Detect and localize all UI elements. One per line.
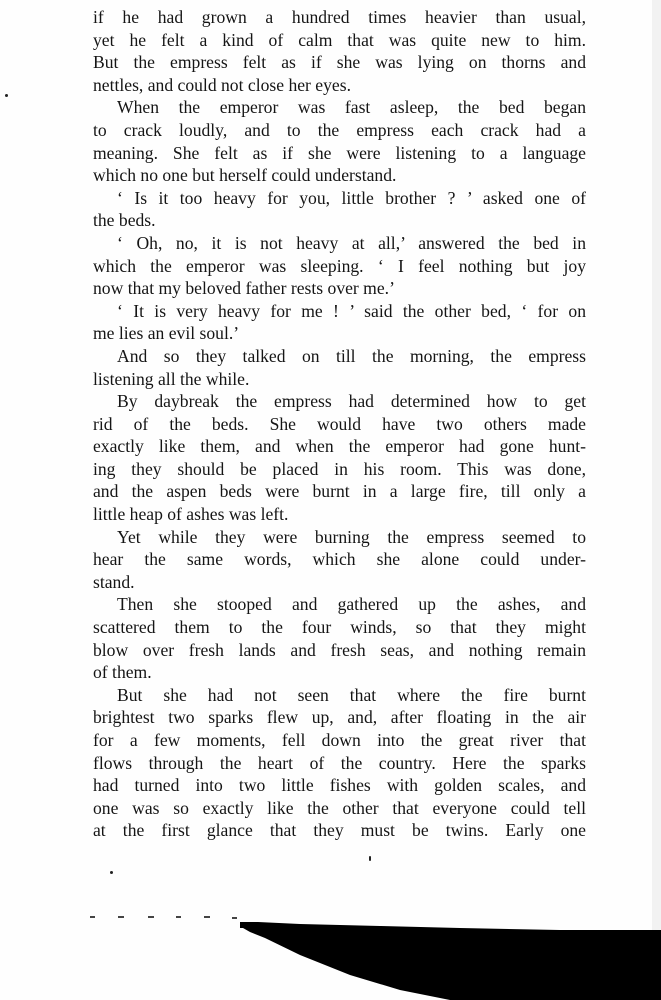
text-line: But the empress felt as if she was lying on thorns and xyxy=(93,52,586,73)
text-line: Yet while they were burning the empress seemed to xyxy=(117,526,586,547)
text-line: ing they should be placed in his room. This was done, xyxy=(93,458,586,479)
text-line: the beds. xyxy=(93,210,156,231)
text-line: yet he felt a kind of calm that was quite new to him. xyxy=(93,29,586,50)
text-line: me lies an evil soul.’ xyxy=(93,323,240,344)
text-line: When the emperor was fast asleep, the bed began xyxy=(117,97,586,118)
text-line: hear the same words, which she alone could under- xyxy=(93,549,586,570)
text-line: listening all the while. xyxy=(93,368,250,389)
text-line: ‘ Is it too heavy for you, little brother ? ’ asked one of xyxy=(117,187,586,208)
text-line: rid of the beds. She would have two others made xyxy=(93,413,586,434)
text-line: of them. xyxy=(93,662,152,683)
text-line: By daybreak the empress had determined how to get xyxy=(117,391,586,412)
text-line: which no one but herself could understand. xyxy=(93,165,397,186)
text-line: nettles, and could not close her eyes. xyxy=(93,74,351,95)
text-line: at the first glance that they must be twins. Early one xyxy=(93,820,586,841)
text-line: one was so exactly like the other that everyone could tell xyxy=(93,797,586,818)
text-line: little heap of ashes was left. xyxy=(93,504,289,525)
text-line: And so they talked on till the morning, the empress xyxy=(117,345,586,366)
text-line: blow over fresh lands and fresh seas, and nothing remain xyxy=(93,639,586,660)
text-line: brightest two sparks flew up, and, after floating in the air xyxy=(93,707,586,728)
text-line: had turned into two little fishes with golden scales, and xyxy=(93,775,586,796)
text-line: to crack loudly, and to the empress each crack had a xyxy=(93,119,586,140)
text-line: But she had not seen that where the fire burnt xyxy=(117,684,586,705)
text-line: for a few moments, fell down into the great river that xyxy=(93,730,586,750)
text-line: flows through the heart of the country. Here the sparks xyxy=(93,752,586,773)
text-line: Then she stooped and gathered up the ashes, and xyxy=(117,594,586,615)
text-line: if he had grown a hundred times heavier than usual, xyxy=(93,7,586,27)
text-line: meaning. She felt as if she were listening to a language xyxy=(93,142,586,163)
text-line: ‘ Oh, no, it is not heavy at all,’ answered the bed in xyxy=(117,232,586,253)
text-line: and the aspen beds were burnt in a large fire, till only a xyxy=(93,481,586,502)
text-line: stand. xyxy=(93,571,135,592)
text-line: which the emperor was sleeping. ‘ I feel nothing but joy xyxy=(93,255,586,276)
text-line: ‘ It is very heavy for me ! ’ said the other bed, ‘ for on xyxy=(117,300,586,321)
text-line: scattered them to the four winds, so that they might xyxy=(93,617,586,638)
text-line: now that my beloved father rests over me.’ xyxy=(93,278,395,299)
text-line: exactly like them, and when the emperor had gone hunt- xyxy=(93,436,586,457)
